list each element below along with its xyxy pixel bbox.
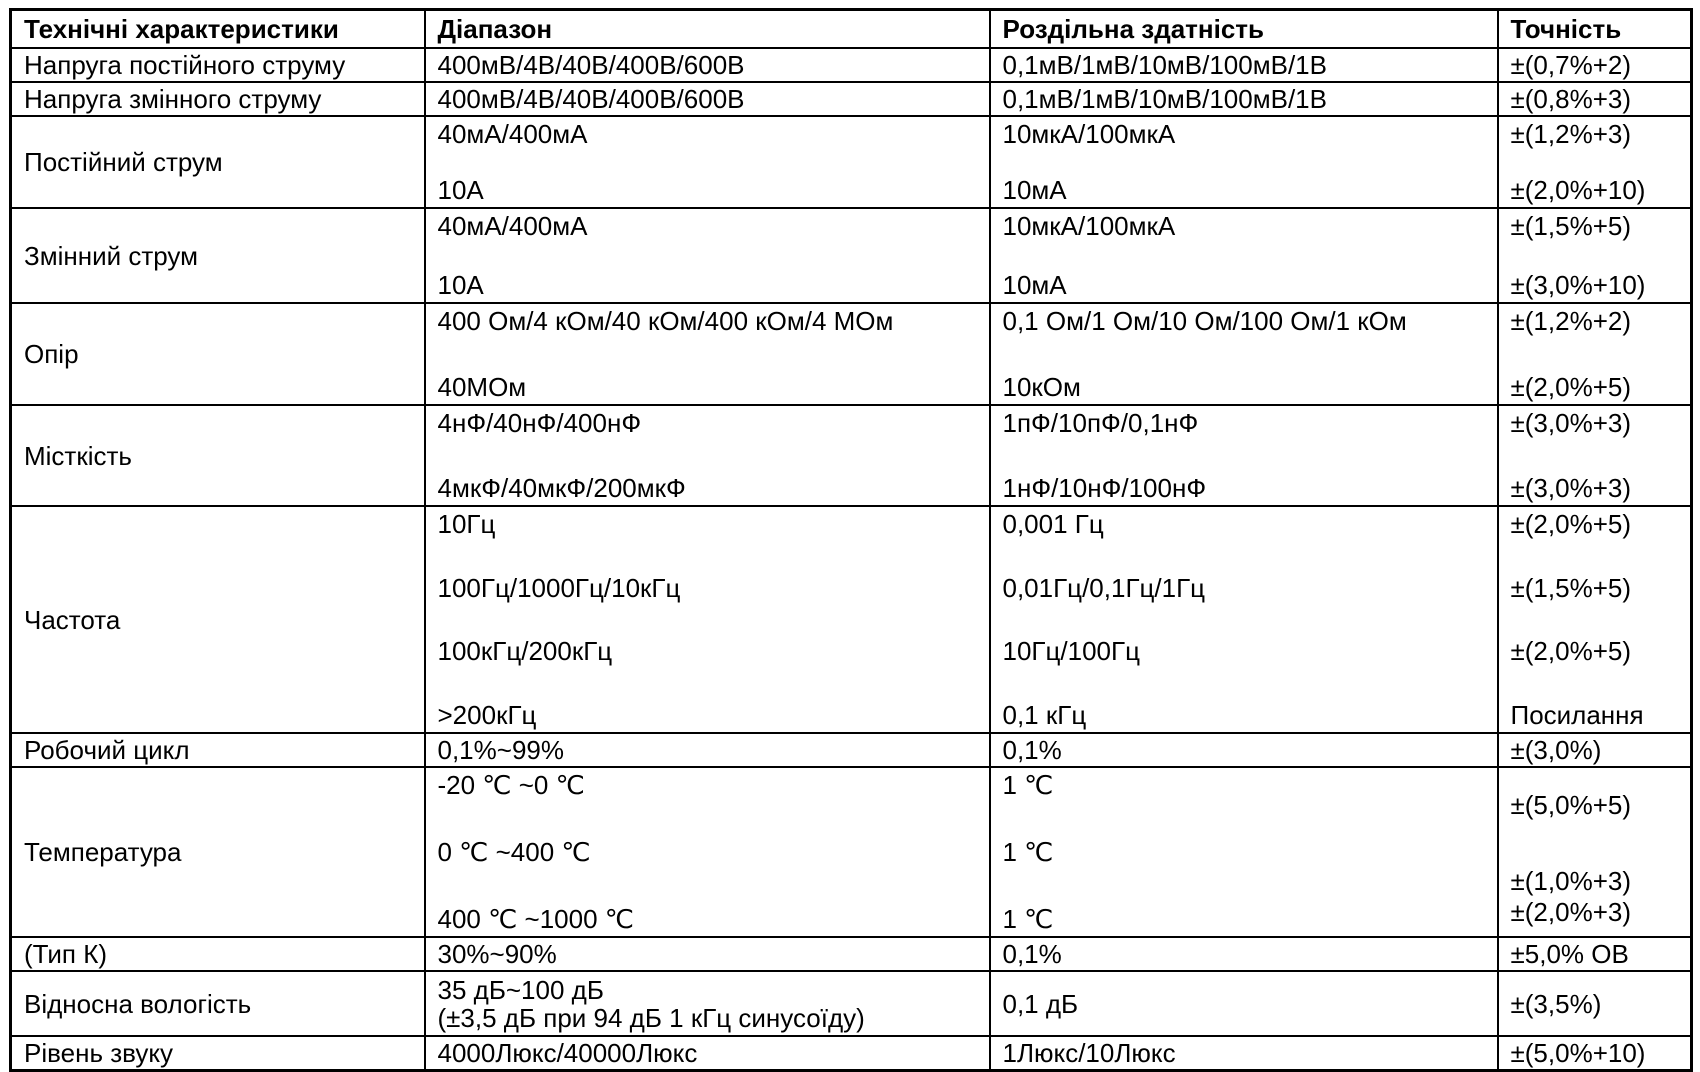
cell-line: -20 ℃ ~0 ℃ (437, 770, 585, 800)
range-cell (425, 208, 990, 303)
header-range: Діапазон (425, 10, 990, 49)
accuracy-cell (1498, 405, 1692, 506)
resolution-cell (990, 82, 1498, 116)
cell-line: ±5,0% ОВ (1510, 939, 1629, 969)
spec-row (11, 733, 1692, 767)
resolution-cell (990, 733, 1498, 767)
cell-line: 40мА/400мА (437, 119, 588, 149)
accuracy-cell (1498, 48, 1692, 82)
range-cell (425, 116, 990, 208)
cell-line: ±(2,0%+3) (1510, 897, 1631, 927)
resolution-cell (990, 405, 1498, 506)
accuracy-cell (1498, 733, 1692, 767)
cell-line: ±(2,0%+5) (1510, 372, 1631, 402)
cell-line: 10мА (1002, 175, 1067, 205)
cell-line: 0,1 Ом/1 Ом/10 Ом/100 Ом/1 кОм (1002, 306, 1407, 336)
cell-line: 35 дБ~100 дБ (437, 974, 604, 1005)
spec-row (11, 506, 1692, 733)
cell-line: 100кГц/200кГц (437, 636, 613, 667)
accuracy-cell (1498, 1036, 1692, 1071)
cell-line: 10кОм (1002, 372, 1081, 402)
cell-line: 1 ℃ (1002, 904, 1054, 934)
cell-line: ±(1,5%+5) (1510, 211, 1631, 241)
range-cell (425, 506, 990, 733)
resolution-cell (990, 48, 1498, 82)
cell-line: ±(5,0%+5) (1510, 790, 1631, 820)
cell-line: 0,1%~99% (437, 735, 564, 765)
spec-label-cell: Робочий цикл (11, 733, 425, 767)
resolution-cell (990, 208, 1498, 303)
range-cell (425, 303, 990, 405)
resolution-cell (990, 506, 1498, 733)
header-resolution: Роздільна здатність (990, 10, 1498, 49)
resolution-cell (990, 971, 1498, 1036)
specs-table-body (11, 48, 1692, 1071)
cell-line: ±(3,0%+3) (1510, 473, 1631, 503)
spec-label-cell: Опір (11, 303, 425, 405)
cell-line: 0,01Гц/0,1Гц/1Гц (1002, 572, 1206, 603)
spec-label-cell: Змінний струм (11, 208, 425, 303)
cell-line: 1пФ/10пФ/0,1нФ (1002, 408, 1199, 438)
cell-line: 1Люкс/10Люкс (1002, 1038, 1176, 1068)
spec-row (11, 1036, 1692, 1071)
cell-line: ±(1,2%+3) (1510, 119, 1631, 149)
accuracy-cell (1498, 767, 1692, 937)
cell-line: ±(3,0%+10) (1510, 270, 1646, 300)
range-cell (425, 48, 990, 82)
cell-line: 400мВ/4В/40В/400В/600В (437, 84, 745, 114)
resolution-cell (990, 116, 1498, 208)
spec-label-cell: Місткість (11, 405, 425, 506)
resolution-cell (990, 937, 1498, 971)
cell-line: 0,1мВ/1мВ/10мВ/100мВ/1В (1002, 84, 1327, 114)
cell-line: ±(5,0%+10) (1510, 1038, 1646, 1068)
resolution-cell (990, 1036, 1498, 1071)
cell-line: 4мкФ/40мкФ/200мкФ (437, 473, 686, 503)
cell-line: ±(2,0%+10) (1510, 175, 1646, 205)
accuracy-cell (1498, 82, 1692, 116)
accuracy-cell (1498, 303, 1692, 405)
cell-line: ±(2,0%+5) (1510, 636, 1631, 667)
cell-line: ±(3,0%) (1510, 735, 1602, 765)
spec-label-cell: Відносна вологість (11, 971, 425, 1036)
spec-row (11, 303, 1692, 405)
cell-line: ±(0,8%+3) (1510, 84, 1631, 114)
cell-line: ±(1,5%+5) (1510, 572, 1631, 603)
spec-row (11, 82, 1692, 116)
cell-line: 400 ℃ ~1000 ℃ (437, 904, 634, 934)
spec-label-cell: Частота (11, 506, 425, 733)
cell-line: ±(3,0%+3) (1510, 408, 1631, 438)
spec-label-cell: Постійний струм (11, 116, 425, 208)
range-cell (425, 971, 990, 1036)
header-accuracy: Точність (1498, 10, 1692, 49)
resolution-cell (990, 767, 1498, 937)
spec-label-cell: (Тип К) (11, 937, 425, 971)
cell-line: ±(3,5%) (1510, 988, 1602, 1019)
range-cell (425, 767, 990, 937)
spec-row (11, 48, 1692, 82)
spec-label-cell: Напруга змінного струму (11, 82, 425, 116)
spec-row (11, 208, 1692, 303)
range-cell (425, 733, 990, 767)
spec-row (11, 937, 1692, 971)
cell-line: 10мкА/100мкА (1002, 119, 1176, 149)
cell-line: ±(2,0%+5) (1510, 509, 1631, 539)
cell-line: 10мкА/100мкА (1002, 211, 1176, 241)
resolution-cell (990, 303, 1498, 405)
header-characteristics: Технічні характеристики (11, 10, 425, 49)
specs-table-header (11, 10, 1692, 49)
specs-table (9, 8, 1693, 1072)
cell-line: (±3,5 дБ при 94 дБ 1 кГц синусоїду) (437, 1002, 865, 1033)
spec-row (11, 405, 1692, 506)
accuracy-cell (1498, 506, 1692, 733)
spec-label-cell: Рівень звуку (11, 1036, 425, 1071)
cell-line: 1нФ/10нФ/100нФ (1002, 473, 1207, 503)
cell-line: 0,1% (1002, 735, 1062, 765)
cell-line: 100Гц/1000Гц/10кГц (437, 572, 681, 603)
cell-line: 4нФ/40нФ/400нФ (437, 408, 642, 438)
spec-label-cell: Температура (11, 767, 425, 937)
accuracy-cell (1498, 971, 1692, 1036)
range-cell (425, 1036, 990, 1071)
accuracy-cell (1498, 937, 1692, 971)
cell-line: 0 ℃ ~400 ℃ (437, 837, 591, 867)
cell-line: 10Гц/100Гц (1002, 636, 1140, 667)
range-cell (425, 405, 990, 506)
header-row (11, 10, 1692, 49)
cell-line: 0,1 дБ (1002, 988, 1079, 1019)
cell-line: ±(1,2%+2) (1510, 306, 1631, 336)
accuracy-cell (1498, 208, 1692, 303)
cell-line: 0,1мВ/1мВ/10мВ/100мВ/1В (1002, 50, 1327, 80)
cell-line: 40МОм (437, 372, 527, 402)
cell-line: 40мА/400мА (437, 211, 588, 241)
cell-line: ±(0,7%+2) (1510, 50, 1631, 80)
spec-row (11, 767, 1692, 937)
cell-line: >200кГц (437, 699, 537, 730)
cell-line: 400 Ом/4 кОм/40 кОм/400 кОм/4 МОм (437, 306, 894, 336)
cell-line: 10А (437, 270, 484, 300)
cell-line: 0,1 кГц (1002, 699, 1087, 730)
cell-line: 10А (437, 175, 484, 205)
cell-line: 1 ℃ (1002, 770, 1054, 800)
spec-row (11, 971, 1692, 1036)
accuracy-cell (1498, 116, 1692, 208)
cell-line: 400мВ/4В/40В/400В/600В (437, 50, 745, 80)
cell-line: 0,001 Гц (1002, 509, 1104, 539)
cell-line: 0,1% (1002, 939, 1062, 969)
cell-line: 4000Люкс/40000Люкс (437, 1038, 698, 1068)
spec-label-cell: Напруга постійного струму (11, 48, 425, 82)
range-cell (425, 937, 990, 971)
cell-line: ±(1,0%+3) (1510, 866, 1631, 896)
cell-line: Посилання (1510, 699, 1644, 730)
spec-row (11, 116, 1692, 208)
cell-line: 30%~90% (437, 939, 557, 969)
range-cell (425, 82, 990, 116)
cell-line: 10мА (1002, 270, 1067, 300)
cell-line: 10Гц (437, 509, 496, 539)
cell-line: 1 ℃ (1002, 837, 1054, 867)
